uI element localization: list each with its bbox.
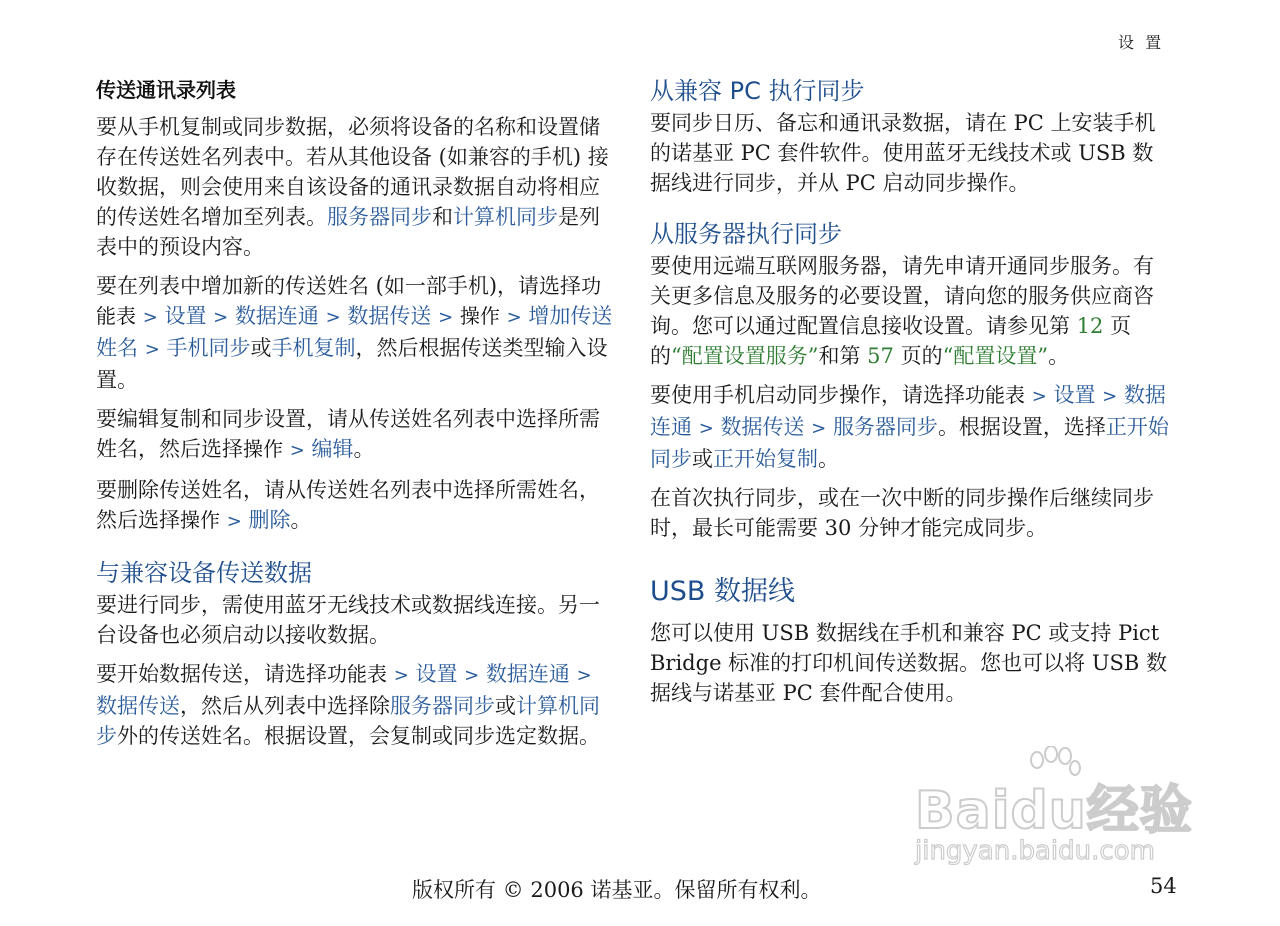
server-sync-heading: 从服务器执行同步 [650, 220, 842, 248]
config-service-reference[interactable]: “配置设置服务” [671, 344, 819, 368]
transfer-list-paragraph-4: 要删除传送姓名，请从传送姓名列表中选择所需姓名，然后选择操作 > 删除。 [96, 478, 600, 532]
link-settings[interactable]: 设置 [164, 304, 207, 328]
page-reference[interactable]: 57 [867, 344, 894, 368]
transfer-list-heading: 传送通讯录列表 [96, 78, 236, 102]
server-sync-paragraph-1: 要使用远端互联网服务器，请先申请开通同步服务。有关更多信息及服务的必要设置，请向您的服务供应商咨询。您可以通过配置信息接收设置。请参见第 12 页的“配置设置服务”和第 57 页的“配置设置”。 [650, 254, 1154, 368]
link-data-transfer[interactable]: 数据传送 [347, 304, 432, 328]
page-reference[interactable]: 12 [1076, 314, 1104, 338]
copyright-footer: 版权所有 © 2006 诺基亚。保留所有权利。 [412, 878, 822, 902]
link-settings[interactable]: 设置 [1053, 383, 1096, 407]
link-start-copy[interactable]: 正开始复制 [713, 447, 818, 471]
link-server-sync[interactable]: 服务器同步 [327, 205, 432, 229]
pc-sync-heading: 从兼容 PC 执行同步 [650, 77, 865, 105]
link-data-transfer[interactable]: 数据传送 [96, 694, 180, 718]
menu-label[interactable]: 功能表 [965, 383, 1025, 407]
menu-label[interactable]: 功能表 [327, 662, 387, 686]
menu-label[interactable]: 功能表 [96, 274, 602, 328]
compatible-transfer-paragraph-1: 要进行同步，需使用蓝牙无线技术或数据线连接。另一台设备也必须启动以接收数据。 [96, 593, 600, 647]
pc-sync-paragraph: 要同步日历、备忘和通讯录数据，请在 PC 上安装手机的诺基亚 PC 套件软件。使用蓝牙无线技术或 USB 数据线进行同步，并从 PC 启动同步操作。 [650, 111, 1156, 195]
link-connectivity[interactable]: 数据连通 [234, 304, 319, 328]
transfer-list-paragraph-1: 要从手机复制或同步数据，必须将设备的名称和设置储存在传送姓名列表中。若从其他设备 (如兼容的手机) 接收数据，则会使用来自该设备的通讯录数据自动将相应的传送姓名增加至列表。服务器同步和计算机同步是列表中的预设内容。 [96, 115, 609, 259]
link-computer-sync[interactable]: 计算机同步 [96, 694, 600, 748]
usb-cable-heading: USB 数据线 [650, 576, 796, 607]
usb-cable-paragraph: 您可以使用 USB 数据线在手机和兼容 PC 或支持 PictBridge 标准的打印机间传送数据。您也可以将 USB 数据线与诺基亚 PC 套件配合使用。 [650, 621, 1168, 705]
compatible-transfer-heading: 与兼容设备传送数据 [96, 559, 312, 587]
server-sync-paragraph-2: 要使用手机启动同步操作，请选择功能表 > 设置 > 数据连通 > 数据传送 > 服务器同步。根据设置，选择正开始同步或正开始复制。 [650, 383, 1169, 471]
baidu-watermark [905, 748, 1205, 878]
transfer-list-paragraph-3: 要编辑复制和同步设置，请从传送姓名列表中选择所需姓名，然后选择操作 > 编辑。 [96, 407, 600, 461]
transfer-list-paragraph-2: 要在列表中增加新的传送姓名 (如一部手机)，请选择功能表 > 设置 > 数据连通 > 数据传送 > 操作 > 增加传送姓名 > 手机同步或手机复制，然后根据传送类型输入设置。 [96, 274, 613, 392]
link-server-sync[interactable]: 服务器同步 [390, 694, 495, 718]
link-phone-sync[interactable]: 手机同步 [166, 336, 251, 360]
link-phone-copy[interactable]: 手机复制 [271, 336, 356, 360]
page-number: 54 [1150, 874, 1177, 898]
link-settings[interactable]: 设置 [415, 662, 458, 686]
link-edit[interactable]: 编辑 [311, 437, 354, 461]
config-settings-reference[interactable]: “配置设置” [942, 344, 1049, 368]
options-label[interactable]: 操作 [459, 304, 500, 328]
link-connectivity[interactable]: 数据连通 [485, 662, 570, 686]
right-column [650, 74, 1170, 717]
left-column [96, 74, 616, 760]
compatible-transfer-paragraph-2: 要开始数据传送，请选择功能表 > 设置 > 数据连通 > 数据传送，然后从列表中选择除服务器同步或计算机同步外的传送姓名。根据设置，会复制或同步选定数据。 [96, 662, 600, 748]
link-data-transfer[interactable]: 数据传送 [720, 415, 805, 439]
watermark-brand: Baidu经验 [915, 781, 1193, 841]
link-delete[interactable]: 删除 [248, 508, 291, 532]
link-add-contact[interactable]: 增加传送姓名 [96, 304, 613, 360]
watermark-url: jingyan.baidu.com [915, 836, 1155, 866]
options-label[interactable]: 操作 [243, 437, 283, 461]
server-sync-paragraph-3: 在首次执行同步，或在一次中断的同步操作后继续同步时，最长可能需要 30 分钟才能完成同步。 [650, 486, 1154, 540]
link-connectivity[interactable]: 数据连通 [650, 383, 1166, 439]
section-label: 设 置 [1118, 33, 1165, 52]
options-label[interactable]: 操作 [180, 508, 220, 532]
link-computer-sync[interactable]: 计算机同步 [453, 205, 558, 229]
link-start-sync[interactable]: 正开始同步 [650, 415, 1169, 471]
link-server-sync[interactable]: 服务器同步 [832, 415, 938, 439]
